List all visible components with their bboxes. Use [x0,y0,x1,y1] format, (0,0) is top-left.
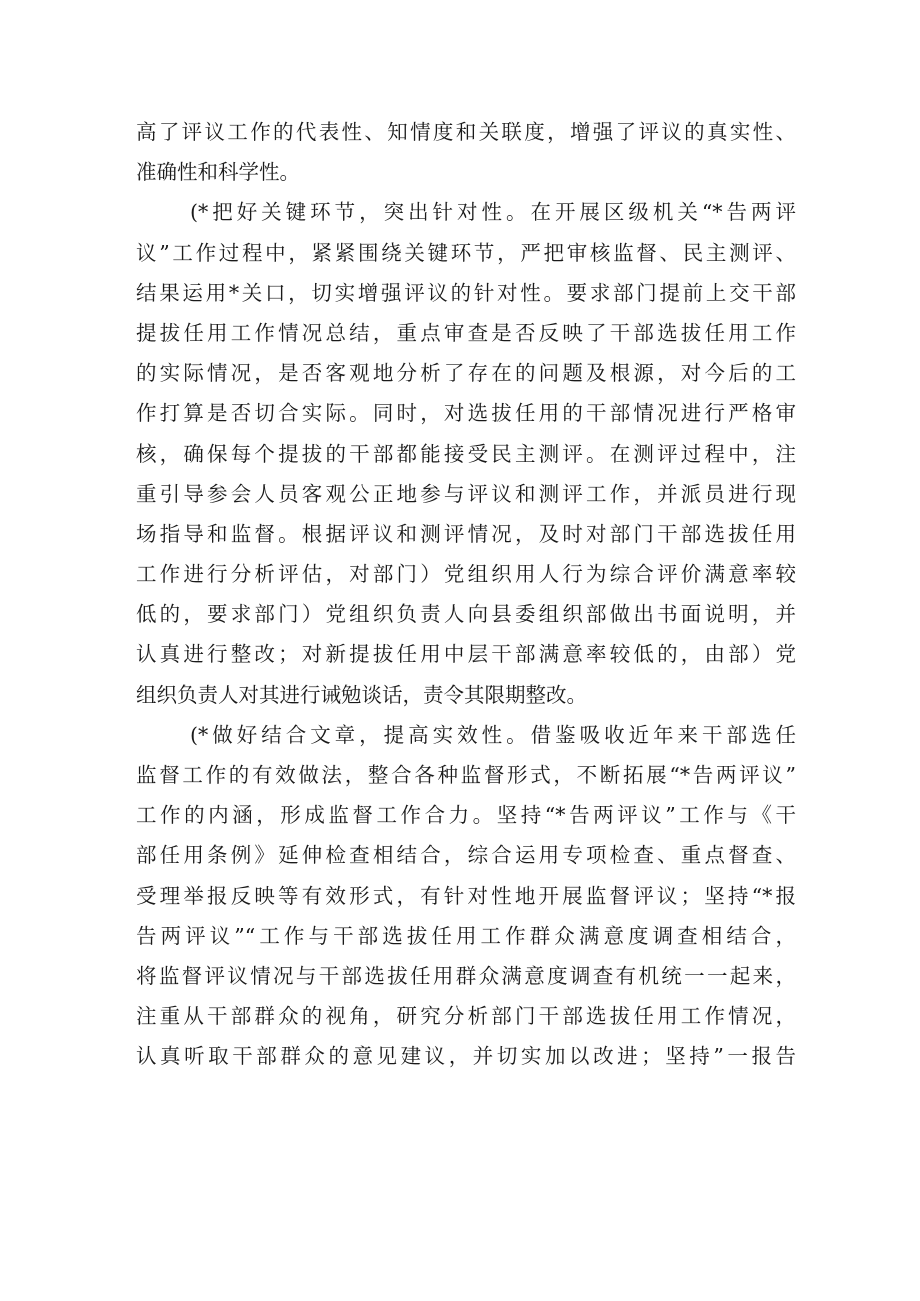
text-line: 重引导参会人员客观公正地参与评议和测评工作，并派员进行现 [136,481,796,506]
text-line: 低的，要求部门）党组织负责人向县委组织部做出书面说明，并 [136,602,796,627]
text-line: 认真听取干部群众的意见建议，并切实加以改进；坚持”一报告 [136,1044,796,1069]
text-line: 监督工作的有效做法，整合各种监督形式，不断拓展“*告两评议” [136,763,796,787]
text-line: 作打算是否切合实际。同时，对选拔任用的干部情况进行严格审 [136,401,796,426]
text-line: 工作的内涵，形成监督工作合力。坚持“*告两评议”工作与《干 [136,803,796,828]
text-line: 结果运用*关口，切实增强评议的针对性。要求部门提前上交干部 [136,280,796,305]
paragraph [136,112,796,192]
text-line: 受理举报反映等有效形式，有针对性地开展监督评议；坚持“*报 [136,883,796,908]
text-line: 议”工作过程中，紧紧围绕关键环节，严把审核监督、民主测评、 [136,240,796,265]
paragraph [136,715,796,1077]
paragraph [136,192,796,714]
text-line: 高了评议工作的代表性、知情度和关联度，增强了评议的真实性、 [136,120,796,144]
text-line: 将监督评议情况与干部选拔任用群众满意度调查有机统一一起来， [136,963,796,988]
text-line: (*做好结合文章，提高实效性。借鉴吸收近年来干部选任 [190,722,796,747]
text-line: 工作进行分析评估，对部门）党组织用人行为综合评价满意率较 [136,562,796,587]
text-line: 注重从干部群众的视角，研究分析部门干部选拔任用工作情况， [136,1004,796,1029]
text-line: 认真进行整改；对新提拔任用中层干部满意率较低的，由部）党 [136,642,796,667]
text-line: (*把好关键环节，突出针对性。在开展区级机关“*告两评 [190,200,796,225]
text-line: 的实际情况，是否客观地分析了存在的问题及根源，对今后的工 [136,361,796,386]
text-line: 准确性和科学性。 [136,160,300,185]
text-line: 场指导和监督。根据评议和测评情况，及时对部门干部选拔任用 [136,521,796,546]
text-line: 告两评议”“工作与干部选拔任用工作群众满意度调查相结合， [136,923,796,948]
text-line: 提拔任用工作情况总结，重点审查是否反映了干部选拔任用工作 [136,320,796,345]
text-line: 组织负责人对其进行诫勉谈话，责令其限期整改。 [136,682,587,707]
text-line: 核，确保每个提拔的干部都能接受民主测评。在测评过程中，注 [136,441,796,466]
text-line: 部任用条例》延伸检查相结合，综合运用专项检查、重点督查、 [136,843,796,868]
document-body [136,112,796,1077]
